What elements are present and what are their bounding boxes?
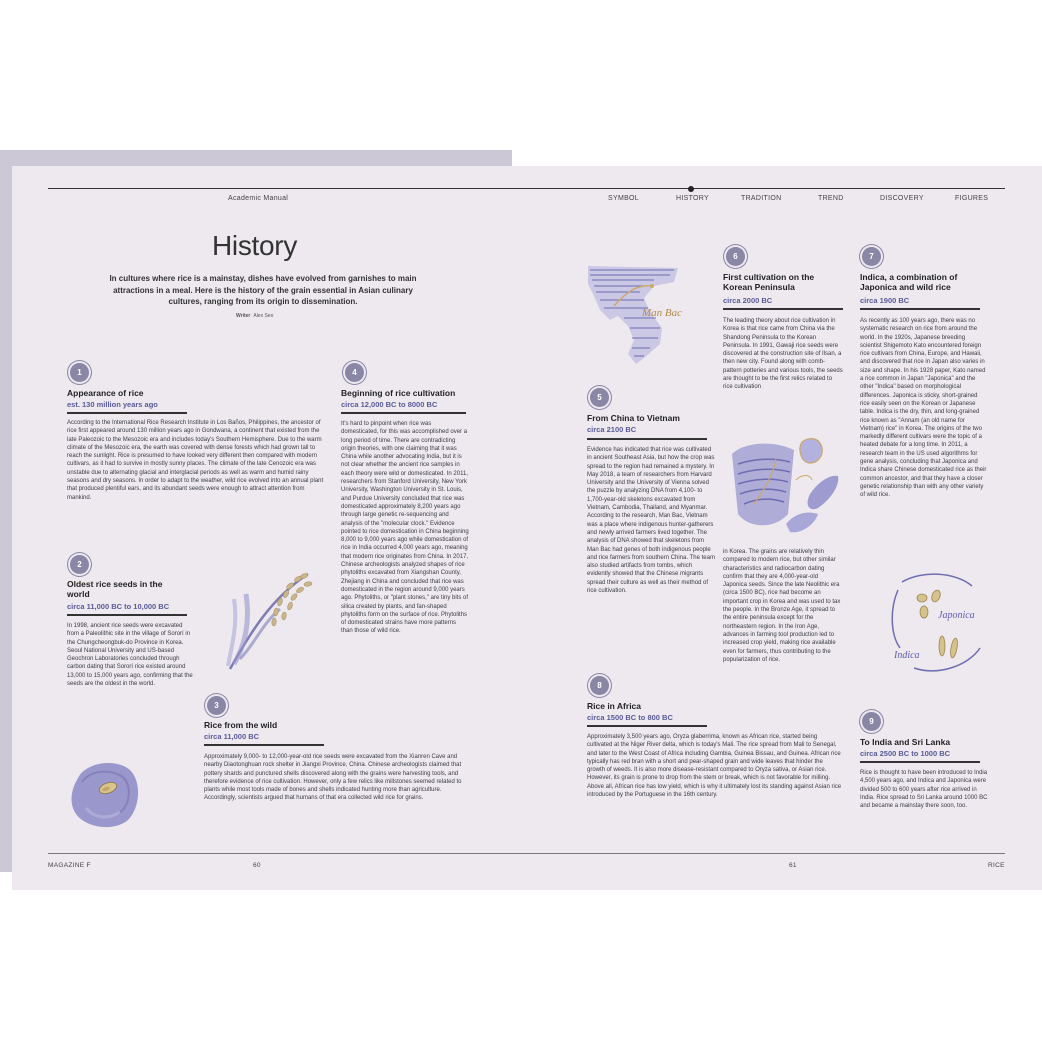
footer-page-right: 61 (789, 862, 797, 869)
magazine-spread (12, 166, 1042, 890)
section-2-body: In 1998, ancient rice seeds were excavated from a Paleolithic site in the village of Sororí in the Chungcheongbuk-do Province in Korea. Seoul National University and US-based Geochron Laboratories concluded through carbon dating that Sororí rice existed around 13,000 to 15,000 years ago, confirming that the seeds are the oldest in the world. (67, 623, 193, 688)
section-1-body: According to the International Rice Research Institute in Los Baños, Philippines, the ancestor of rice first appeared around 130 million years ago in Gondwana, a continent that existed from the late Paleozoic to the Mesozoic era and includes today's Southern Hemisphere. Due to the warm climate of the Mesozoic era, the earth was covered with dense forests which had grown tall to reach the sunlight. Rice is presumed to have looked very different then compared with modern cultivars, as it had to survive in mostly sunny places. The climate of the late Cenozoic era was unstable due to alternating glacial and interglacial periods as well as warm and humid rainy seasons and dry seasons. In order to adapt to the weather, wild rice evolved into an annual plant that produced plentiful ears, and its abundant seeds were enough to attract attention from mankind. (67, 420, 324, 501)
section-3-date: circa 11,000 BC (204, 732, 260, 741)
section-5-body: Evidence has indicated that rice was cultivated in ancient Southeast Asia, but how the crop was spread to the region had remained a mystery. In May 2018, a team of researchers from Harvard University and the University of Vienna solved the puzzle by analyzing DNA from 4,100- to 1,700-year-old skeletons excavated from Vietnam, Cambodia, Thailand, and Myanmar. According to the research, Man Bac, Vietnam was a place where indigenous hunter-gatherers and newly arrived farmers lived together. The analysis of DNA showed that skeletons from Man Bac had genes of both indigenous people and rice farmers from southern China. The team also studied artifacts from tombs, which evidently showed that the Chinese migrants spread their culture as well as their method of rice cultivation. (587, 447, 715, 595)
section-5-number: 5 (590, 388, 609, 407)
section-6-body: The leading theory about rice cultivation in Korea is that rice came from China via the Shandong Peninsula to the Korean Peninsula. In 1991, Gawaji rice seeds were discovered at the construction site of Ilsan, a then new city. Found along with comb-pattern potteries and various tools, the seeds are thought to be the first relics related to rice cultivation (723, 318, 843, 391)
section-4-title: Beginning of rice cultivation (341, 388, 456, 398)
nav-tradition: TRADITION (741, 195, 782, 202)
section-9-rule (860, 761, 980, 763)
section-8-title: Rice in Africa (587, 701, 642, 711)
footer-magazine: MAGAZINE F (48, 862, 91, 869)
section-7-title: Indica, a combination of Japonica and wild rice (860, 272, 958, 292)
map-label: Man Bac (642, 307, 683, 319)
section-7-number: 7 (862, 247, 881, 266)
section-9-date: circa 2500 BC to 1000 BC (860, 749, 951, 758)
rice-stone-illustration (68, 758, 143, 830)
section-2-number: 2 (70, 555, 89, 574)
nav-trend: TREND (818, 195, 844, 202)
section-2-title: Oldest rice seeds in the world (67, 579, 163, 599)
vietnam-map-illustration (584, 262, 684, 367)
section-8-number: 8 (590, 676, 609, 695)
section-9-number: 9 (862, 712, 881, 731)
footer-page-left: 60 (253, 862, 261, 869)
nav-history: HISTORY (676, 195, 709, 202)
footer-rule (48, 853, 1005, 854)
pottery-shards-illustration (724, 434, 844, 546)
section-8-body: Approximately 3,500 years ago, Oryza glaberrima, known as African rice, started being cultivated at the Niger River delta, which is today's Mali. The rice spread from Mali to Senegal, and later to the West Coast of Africa including Gambia, Guinea Bissau, and Guinea. African rice typically has red bran with a short and pear-shaped grain and wide leaves that hinder the growth of weeds. It is also more disease-resistant compared to Oryza sativa, or Asian rice. However, its grain is prone to drop from the stem or break, which is not favorable for milling. Above all, African rice has low yield, which is why it ultimately lost its standing against Asian rice introduced by the Portuguese in the 16th century. (587, 734, 842, 799)
section-7-rule (860, 308, 980, 310)
section-1-number: 1 (70, 363, 89, 382)
section-3-number: 3 (207, 696, 226, 715)
section-2-rule (67, 614, 187, 616)
writer-label: Writer (236, 313, 251, 319)
section-9-body: Rice is thought to have been introduced to India 4,500 years ago, and Indica and Japonica were divided 500 to 600 years after rice arrived in India. Rice spread to Sri Lanka around 1000 BC and became a mainstay there soon, too. (860, 770, 988, 810)
section-6-rule (723, 308, 843, 310)
header-left-label: Academic Manual (228, 195, 289, 202)
section-6-date: circa 2000 BC (723, 296, 773, 305)
current-section-dot (688, 186, 694, 192)
section-1-title: Appearance of rice (67, 388, 144, 398)
section-4-number: 4 (345, 363, 364, 382)
section-3-title: Rice from the wild (204, 720, 278, 730)
section-3-rule (204, 744, 324, 746)
page-title: History (212, 230, 298, 261)
japonica-label: Japonica (938, 610, 975, 621)
section-5-rule (587, 438, 707, 440)
nav-figures: FIGURES (955, 195, 989, 202)
footer-topic: RICE (988, 862, 1005, 869)
section-3-body: Approximately 9,000- to 12,000-year-old rice seeds were excavated from the Xianren Cave and nearby Diaotonghuan rock shelter in Jiangxi Province, China. Chinese archeologists claimed that pottery shards and punctured shells discovered along with the grains were harvesting tools, and therefore evidence of rice cultivation. However, only a few relics like millstones seemed related to plants while most tools made of bones and shells indicated hunting more than agriculture. Accordingly, scientists argued that humans of that era collected wild rice for grains. (204, 754, 462, 802)
section-8-date: circa 1500 BC to 800 BC (587, 713, 673, 722)
section-1-rule (67, 412, 187, 414)
rice-grains-illustration (882, 568, 987, 674)
section-6-body-cont: in Korea. The grains are relatively thin compared to modern rice, but other similar characteristics and radiocarbon dating confirm that they are 4,000-year-old Japonica seeds. Since the late Neolithic era (circa 1500 BC), rice had become an important crop in Korea and was used to tax the people. In the Bronze Age, it spread to the entire peninsula except for the northeastern region. In the Iron Age, advances in farming tool production led to increased crop yield, making rice available even for farmers, thus contributing to the popularization of rice. (723, 549, 841, 663)
section-4-rule (341, 412, 466, 414)
section-9-title: To India and Sri Lanka (860, 737, 951, 747)
writer-name: Alex Seo (253, 313, 274, 319)
section-4-date: circa 12,000 BC to 8000 BC (341, 400, 438, 409)
nav-symbol: SYMBOL (608, 195, 639, 202)
section-5-date: circa 2100 BC (587, 425, 637, 434)
section-6-number: 6 (726, 247, 745, 266)
intro-text: In cultures where rice is a mainstay, dishes have evolved from garnishes to main attractions in a meal. Here is the history of the grain essential in Asian culinary cultures, ranging from its origin to dissemination. (109, 274, 417, 306)
rice-stalk-illustration (220, 564, 320, 674)
writer-credit (236, 313, 273, 319)
section-5-title: From China to Vietnam (587, 413, 680, 423)
nav-discovery: DISCOVERY (880, 195, 924, 202)
section-2-date: circa 11,000 BC to 10,000 BC (67, 602, 170, 611)
section-4-body: It's hard to pinpoint when rice was domesticated, for this was accomplished over a long period of time. There are contradicting origin theories, with one claiming that it was China while another advocating India, but it is not clear whether the ancient rice samples in each theory were wild or domesticated. In 2011, researchers from Stanford University, New York University, Washington University in St. Louis, and Purdue University concluded that rice was domesticated approximately 8,200 years ago through large genetic re-sequencing and analysis of the "molecular clock." Evidence pointed to rice domestication in China beginning 8,000 to 9,000 years ago while domestication of rice in India occurred 4,000 years ago, meaning that modern rice originates from China. In 2017, Chinese archeologists analyzed shapes of rice phytoliths excavated from Xiangshan County, Zhejiang in China and concluded that rice was domesticated in the region around 9,000 years ago. Phytoliths, or "plant stones," are tiny bits of silica created by plants, and fan-shaped phytoliths form on the surface of rice. Phytoliths of domesticated strains have more patterns than those of wild rice. (341, 421, 469, 635)
indica-label: Indica (894, 650, 920, 661)
section-6-title: First cultivation on the Korean Peninsula (723, 272, 815, 292)
section-7-body: As recently as 100 years ago, there was no systematic research on rice from around the world. In the 1920s, Japanese breeding scientist Shigemoto Kato encountered foreign rice cultivars from China, Europe, and Hawaii, and discovered that rice in Japan also varies in size and shape. In his 1928 paper, Kato named a rice common in Japan "Japonica" and the other "Indica" based on morphological differences. Japonica is sticky, short-grained rice easily seen on the Korean or Japanese table. Indica is the dry, thin, and long-grained rice known as "Annam (an old name for Vietnam) rice" in Korea. The origins of the two markedly different cultivars were the topic of a heated debate for a long time. In 2011, a research team in the US used algorithms for gene analysis, concluding that Japonica and Indica share Chinese domesticated rice as their common ancestor, and that they have a closer genetic relationship than with any other variety of wild rice. (860, 318, 987, 499)
section-1-date: est. 130 million years ago (67, 400, 158, 409)
header-rule (48, 188, 1005, 189)
section-8-rule (587, 725, 707, 727)
section-7-date: circa 1900 BC (860, 296, 910, 305)
